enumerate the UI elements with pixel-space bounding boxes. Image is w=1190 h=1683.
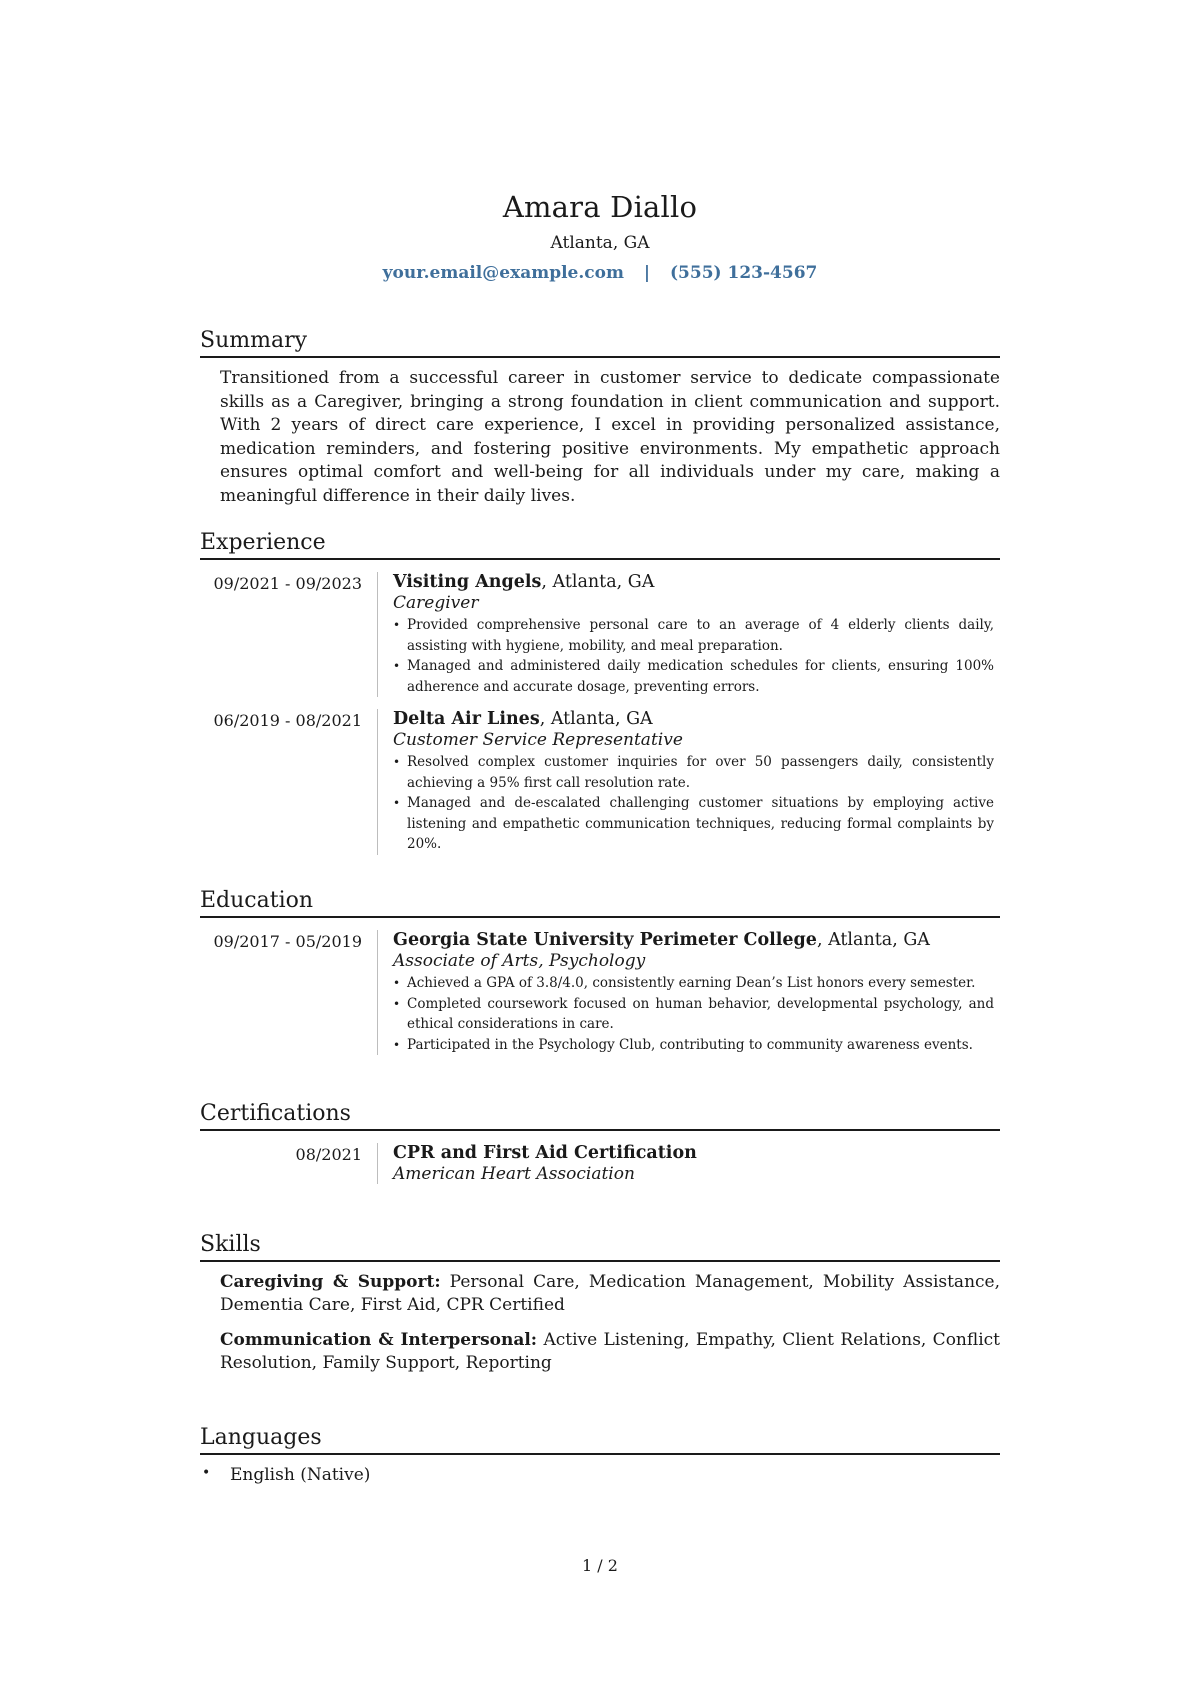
education-section [200,888,1000,1055]
bullet-item: • Resolved complex customer inquiries for over 50 passengers daily, consistently achieving a 95% first call resolution rate. [393,752,994,793]
section-title-certifications: Certifications [200,1101,1000,1131]
entry-location: , Atlanta, GA [541,572,655,592]
skill-group-items: Active Listening, Empathy, Client Relations, Conflict Resolution, Family Support, Reporting [220,1330,1001,1373]
resume-page [200,0,1000,1683]
entry-role: Customer Service Representative [393,730,683,750]
entry-body [377,572,1000,697]
entry-location: , Atlanta, GA [539,709,653,729]
entry-role: Associate of Arts, Psychology [393,951,646,971]
bullet-item: • Provided comprehensive personal care to an average of 4 elderly clients daily, assisting with hygiene, mobility, and meal preparation. [393,615,994,656]
certifications-section [200,1101,1000,1184]
bullet-item: • Managed and de-escalated challenging customer situations by employing active listening and empathetic communication techniques, reducing formal complaints by 20%. [393,793,994,855]
summary-text: Transitioned from a successful career in customer service to dedicate compassionate skills as a Caregiver, bringing a strong foundation in client communication and support. With 2 years of direct care experience, I excel in providing personalized assistance, medication reminders, and fostering positive environments. My empathetic approach ensures optimal comfort and well-being for all individuals under my care, making a meaningful difference in their daily lives. [220,368,1000,506]
bullet-item: • Participated in the Psychology Club, contributing to community awareness events. [393,1035,994,1056]
entry-dates: 09/2021 - 09/2023 [213,574,362,593]
certification-entry [200,1143,1000,1184]
section-title-experience: Experience [200,530,1000,560]
entry-dates: 09/2017 - 05/2019 [213,932,362,951]
entry-body [377,930,1000,1055]
candidate-name: Amara Diallo [502,190,698,224]
skill-group-label: Caregiving & Support: [220,1272,441,1292]
bullet-item: • Achieved a GPA of 3.8/4.0, consistently earning Dean’s List honors every semester. [393,973,994,994]
experience-entry [200,572,1000,697]
entry-bullets [393,973,1000,1055]
entry-dates: 06/2019 - 08/2021 [213,711,362,730]
summary-section [200,328,1000,508]
candidate-location: Atlanta, GA [550,233,650,253]
phone-link[interactable]: (555) 123-4567 [670,263,818,283]
section-title-education: Education [200,888,1000,918]
languages-section [200,1425,1000,1485]
section-title-skills: Skills [200,1232,1000,1262]
entry-body [377,1143,1000,1184]
entry-dates: 08/2021 [295,1145,362,1164]
experience-entry [200,709,1000,855]
entry-role: Caregiver [393,593,479,613]
skills-section [200,1232,1000,1375]
certification-issuer: American Heart Association [393,1164,635,1184]
skill-group-items: Personal Care, Medication Management, Mobility Assistance, Dementia Care, First Aid, CPR Certified [220,1272,1001,1315]
email-link[interactable]: your.email@example.com [382,263,624,283]
section-title-summary: Summary [200,328,1000,358]
skill-group [220,1271,1000,1317]
resume-header [200,190,1000,283]
entry-org-line [393,930,1000,950]
entry-location: , Atlanta, GA [816,930,930,950]
experience-section [200,530,1000,855]
contact-line [200,263,1000,283]
certification-name-line [393,1143,1000,1163]
skill-group [220,1329,1000,1375]
entry-org: Visiting Angels [393,572,542,592]
entry-org-line [393,572,1000,592]
entry-bullets [393,615,1000,697]
bullet-item: • Managed and administered daily medication schedules for clients, ensuring 100% adherence and accurate dosage, preventing errors. [393,656,994,697]
entry-org-line [393,709,1000,729]
skill-group-label: Communication & Interpersonal: [220,1330,538,1350]
entry-bullets [393,752,1000,855]
language-item: • English (Native) [200,1465,1000,1485]
page-number: 1 / 2 [582,1556,618,1575]
entry-org: Delta Air Lines [393,709,540,729]
education-entry [200,930,1000,1055]
section-title-languages: Languages [200,1425,1000,1455]
contact-separator: | [643,263,651,283]
entry-body [377,709,1000,855]
entry-org: Georgia State University Perimeter College [393,930,817,950]
bullet-item: • Completed coursework focused on human behavior, developmental psychology, and ethical considerations in care. [393,994,994,1035]
certification-name: CPR and First Aid Certification [393,1143,697,1163]
